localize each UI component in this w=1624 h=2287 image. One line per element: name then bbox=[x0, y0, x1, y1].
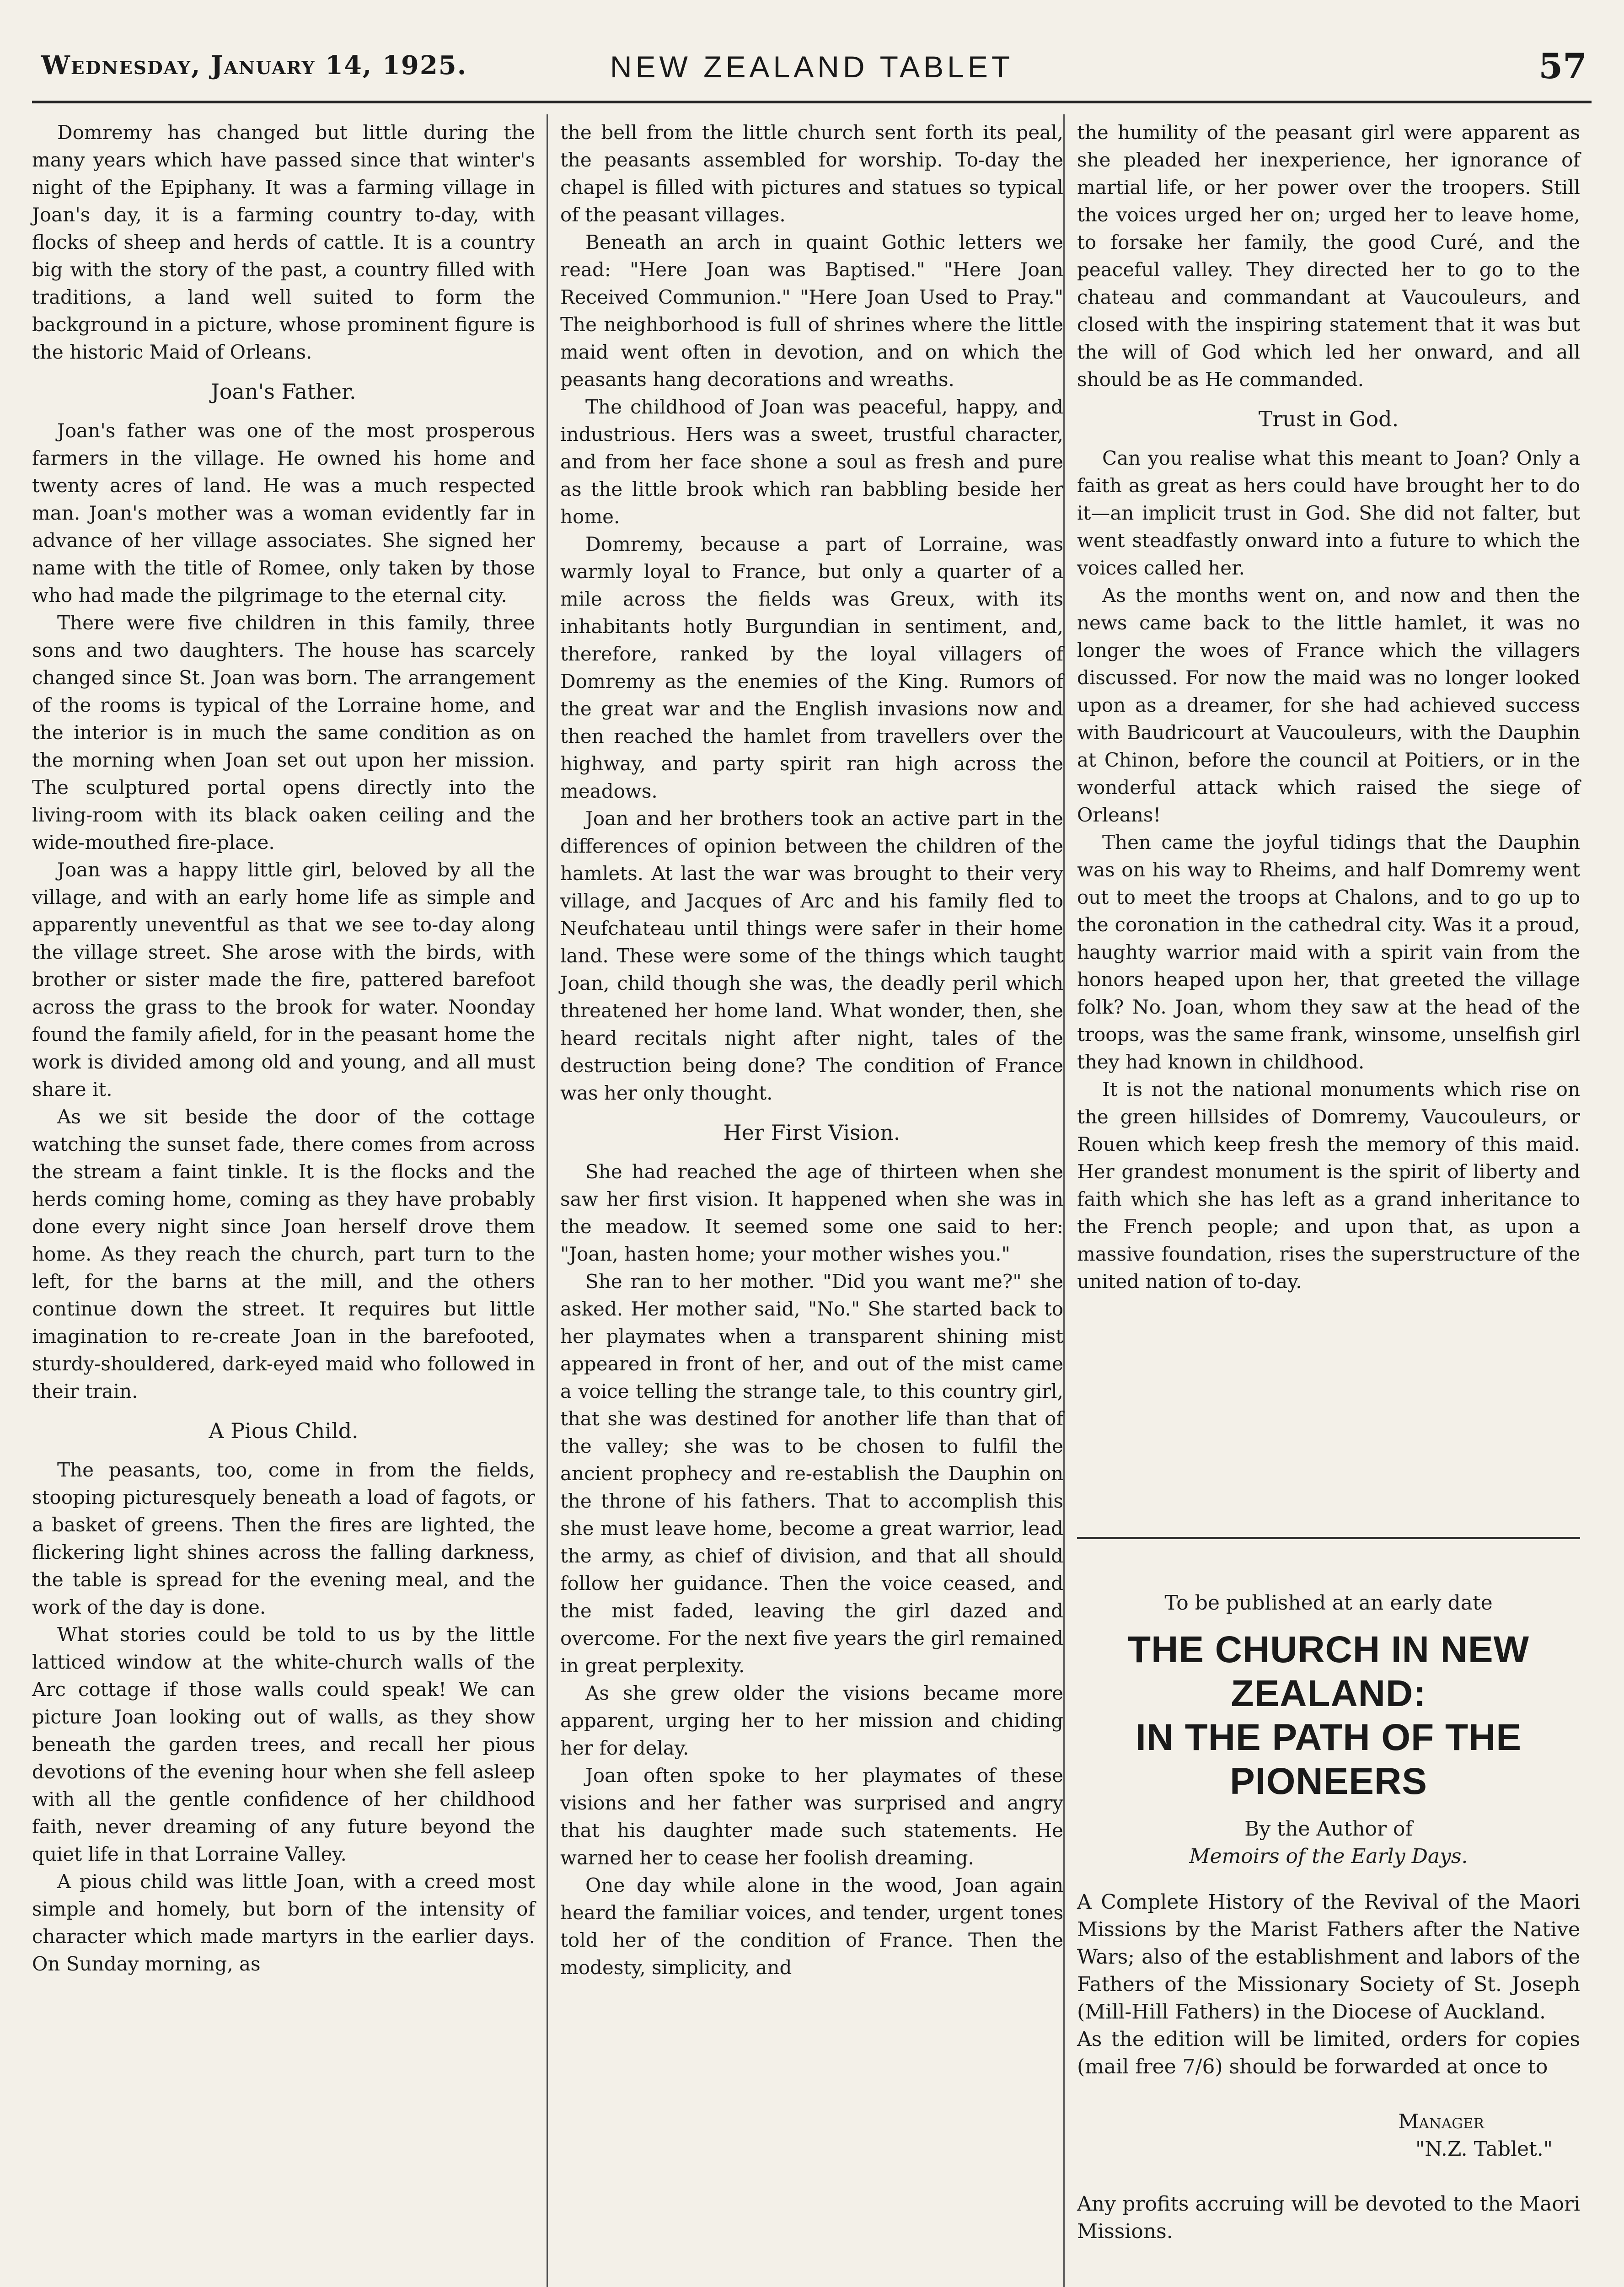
paragraph: Domremy, because a part of Lorraine, was warmly loyal to France, but only a quarter of a mile across the fields was Greux, with its inhabitants hotly Burgundian in sentiment, and, therefore, ranked by the loyal villagers of Domremy as the enemies of the King. Rumors of the great war and the English invasions now and then reached the hamlet from travellers over the highway, and party spirit ran high across the meadows. bbox=[560, 533, 1063, 802]
paragraph: Joan was a happy little girl, beloved by all the village, and with an early home life as simple and apparently uneventful as that we see to-day along the village street. She arose with the birds, with brother or sister made the fire, pattered barefoot across the grass to the brook for water. Noonday found the family afield, for in the peasant home the work is divided among old and young, and all must share it. bbox=[32, 859, 535, 1101]
paragraph: It is not the national monuments which rise on the green hillsides of Domremy, Vaucouleurs, or Rouen which keep fresh the memory of this maid. Her grandest monument is the spirit of liberty and faith which she has left as a grand inheritance to the French people; and upon that, as upon a massive foundation, rises the superstructure of the united nation of to-day. bbox=[1077, 1078, 1580, 1293]
section-heading: Trust in God. bbox=[1258, 407, 1399, 431]
book-description: A Complete History of the Revival of the Maori Missions by the Marist Fathers after the Native Wars; also of the establishment and labors of the Fathers of the Missionary Society of St. Joseph (Mill-Hill Fathers) in the Diocese of Auckland. bbox=[1077, 1890, 1580, 2024]
paper-title: NEW ZEALAND TABLET bbox=[610, 50, 1014, 84]
column-rule bbox=[1063, 114, 1065, 2287]
author-line: By the Author of bbox=[1244, 1817, 1413, 1841]
profits-note: Any profits accruing will be devoted to the Maori Missions. bbox=[1077, 2192, 1580, 2243]
article-column-3 bbox=[1077, 119, 1580, 1295]
paragraph: Beneath an arch in quaint Gothic letters we read: "Here Joan was Baptised." "Here Joan Received Communion." "Here Joan Used to Pray." The neighborhood is full of shrines where the little maid went often in devotion, and on which the peasants hang decorations and wreaths. bbox=[560, 231, 1063, 391]
paragraph: She ran to her mother. "Did you want me?" she asked. Her mother said, "No." She started back to her playmates when a transparent shining mist appeared in front of her, and out of the mist came a voice telling the strange tale, to this country girl, that she was destined for another life than that of the valley; she was to be chosen to fulfil the ancient prophecy and re-establish the Dauphin on the throne of his fathers. That to accomplish this she must leave home, become a great warrior, lead the army, as chief of division, and that all should follow her guidance. Then the voice ceased, and the mist faded, leaving the girl dazed and overcome. For the next five years the girl remained in great perplexity. bbox=[560, 1270, 1063, 1677]
manager-line: Manager bbox=[1398, 2110, 1484, 2133]
paragraph: The childhood of Joan was peaceful, happy, and industrious. Hers was a sweet, trustful character, and from her face shone a soul as fresh and pure as the little brook which ran babbling beside her home. bbox=[560, 396, 1063, 528]
issue-date: Wednesday, January 14, 1925. bbox=[41, 50, 467, 81]
paragraph: What stories could be told to us by the little latticed window at the white-church walls of the Arc cottage if those walls could speak! We can picture Joan looking out of walls, as they show beneath the garden trees, and recall her pious devotions of the evening hour when she fell asleep with all the gentle confidence of her childhood faith, never dreaming of any future beyond the quiet life in that Lorraine Valley. bbox=[32, 1623, 535, 1865]
book-subtitle: IN THE PATH OF THE PIONEERS bbox=[1135, 1717, 1522, 1802]
paragraph: Joan often spoke to her playmates of these visions and her father was surprised and angry that his daughter made such statements. He warned her to cease her foolish dreaming. bbox=[560, 1764, 1063, 1869]
paragraph: the bell from the little church sent forth its peal, the peasants assembled for worship. To-day the chapel is filled with pictures and statues so typical of the peasant villages. bbox=[560, 121, 1063, 226]
article-column-2 bbox=[560, 119, 1063, 1981]
page-number: 57 bbox=[1538, 46, 1587, 86]
book-title: THE CHURCH IN NEW ZEALAND: bbox=[1128, 1629, 1529, 1714]
paragraph: Can you realise what this meant to Joan? Only a faith as great as hers could have brought her to do it—an implicit trust in God. She did not falter, but went steadfastly onward into a future to which the voices called her. bbox=[1077, 447, 1580, 579]
paragraph: As we sit beside the door of the cottage watching the sunset fade, there comes from across the stream a faint tinkle. It is the flocks and the herds coming home, coming as they have probably done every night since Joan herself drove them home. As they reach the church, part turn to the left, for the barns at the mill, and the others continue down the street. It requires but little imagination to re-create Joan in the barefooted, sturdy-shouldered, dark-eyed maid who followed in their train. bbox=[32, 1106, 535, 1402]
series-title: Memoirs of the Early Days. bbox=[1189, 1845, 1468, 1868]
paragraph: Joan's father was one of the most prosperous farmers in the village. He owned his home and twenty acres of land. He was a much respected man. Joan's mother was a woman evidently far in advance of her village associates. She signed her name with the title of Romee, only taken by those who had made the pilgrimage to the eternal city. bbox=[32, 419, 535, 607]
paragraph: The peasants, too, come in from the fields, stooping picturesquely beneath a load of fagots, or a basket of greens. Then the fires are lighted, the flickering light shines across the falling darkness, the table is spread for the evening meal, and the work of the day is done. bbox=[32, 1459, 535, 1618]
section-heading: Her First Vision. bbox=[723, 1120, 900, 1145]
paragraph: There were five children in this family, three sons and two daughters. The house has scarcely changed since St. Joan was born. The arrangement of the rooms is typical of the Lorraine home, and the interior is in much the same condition as on the morning when Joan set out upon her mission. The sculptured portal opens directly into the living-room with its black oaken ceiling and the wide-mouthed fire-place. bbox=[32, 612, 535, 854]
book-announcement bbox=[1077, 1537, 1580, 2245]
paragraph: Then came the joyful tidings that the Dauphin was on his way to Rheims, and half Domremy went out to meet the troops at Chalons, and to go up to the coronation in the cathedral city. Was it a proud, haughty warrior maid with a spirit vain from the honors heaped upon her, that greeted the village folk? No. Joan, whom they saw at the head of the troops, was the same frank, winsome, unselfish girl they had known in childhood. bbox=[1077, 831, 1580, 1073]
section-heading: Joan's Father. bbox=[211, 379, 356, 404]
paragraph: A pious child was little Joan, with a creed most simple and homely, but born of the intensity of character which made martyrs in the earlier days. On Sunday morning, as bbox=[32, 1870, 535, 1975]
paragraph: She had reached the age of thirteen when she saw her first vision. It happened when she was in the meadow. It seemed some one said to her: "Joan, hasten home; your mother wishes you." bbox=[560, 1160, 1063, 1265]
paragraph: the humility of the peasant girl were apparent as she pleaded her inexperience, her ignorance of martial life, or her power over the troopers. Still the voices urged her on; urged her to leave home, to forsake her family, the good Curé, and the peaceful valley. They directed her to go to the chateau and commandant at Vaucouleurs, and closed with the inspiring statement that it was but the will of God which led her onward, and all should be as He commanded. bbox=[1077, 121, 1580, 391]
tablet-address: "N.Z. Tablet." bbox=[1415, 2137, 1553, 2161]
column-rule bbox=[547, 114, 548, 2287]
paragraph: As the months went on, and now and then the news came back to the little hamlet, it was no longer the woes of France which the villagers discussed. For now the maid was no longer looked upon as a dreamer, for she had achieved success with Baudricourt at Vaucouleurs, with the Dauphin at Chinon, before the council at Poitiers, or in the wonderful attack which raised the siege of Orleans! bbox=[1077, 584, 1580, 826]
announcement-line: To be published at an early date bbox=[1164, 1591, 1493, 1615]
section-heading: A Pious Child. bbox=[209, 1418, 359, 1443]
divider bbox=[1077, 1537, 1580, 1539]
paragraph: Domremy has changed but little during the many years which have passed since that winter's night of the Epiphany. It was a farming village in Joan's day, it is a farming country to-day, with flocks of sheep and herds of cattle. It is a country big with the story of the past, a country filled with traditions, a land well suited to form the background in a picture, whose prominent figure is the historic Maid of Orleans. bbox=[32, 121, 535, 363]
article-column-1 bbox=[32, 119, 535, 1978]
order-instructions: As the edition will be limited, orders for copies (mail free 7/6) should be forwarded at once to bbox=[1077, 2028, 1580, 2078]
paragraph: As she grew older the visions became more apparent, urging her to her mission and chiding her for delay. bbox=[560, 1682, 1063, 1759]
paragraph: Joan and her brothers took an active part in the differences of opinion between the children of the hamlets. At last the war was brought to their very village, and Jacques of Arc and his family fled to Neufchateau until things were safer in their home land. These were some of the things which taught Joan, child though she was, the deadly peril which threatened her home land. What wonder, then, she heard recitals night after night, tales of the destruction being done? The condition of France was her only thought. bbox=[560, 807, 1063, 1104]
paragraph: One day while alone in the wood, Joan again heard the familiar voices, and tender, urgent tones told her of the condition of France. Then the modesty, simplicity, and bbox=[560, 1874, 1063, 1979]
running-header bbox=[32, 41, 1592, 103]
